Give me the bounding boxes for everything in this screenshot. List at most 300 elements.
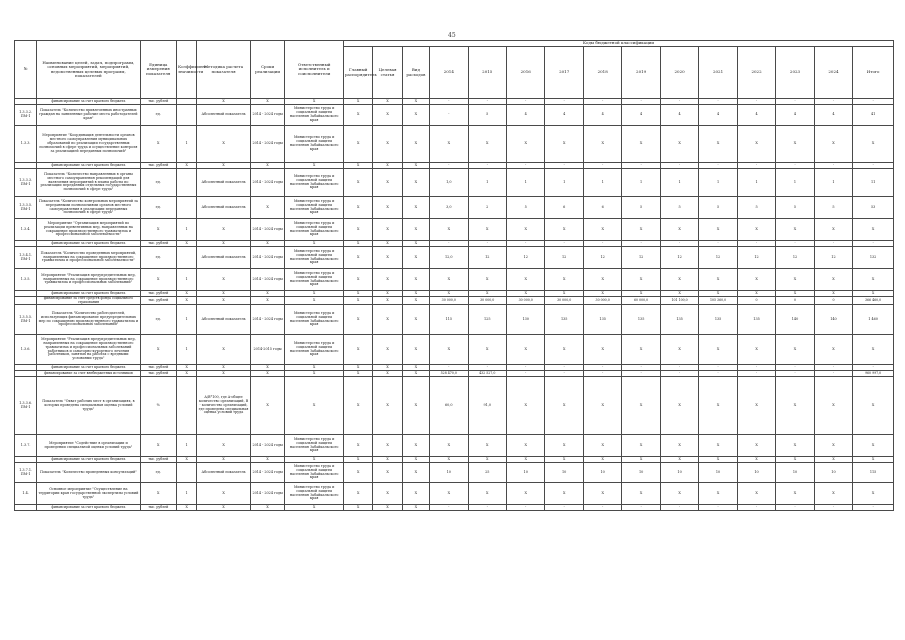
row-year-value: - <box>430 105 468 126</box>
row-year-value: X <box>583 219 621 241</box>
row-name: Показатель "Охват рабочих мест в организациях, в которых проведена специальная оценка условий труда" <box>37 377 140 435</box>
row-year-value: 6 <box>583 197 621 219</box>
row-year-value: 12 <box>583 247 621 269</box>
col-year: 2019 <box>622 47 660 99</box>
row-year-value: X <box>776 435 814 457</box>
row-year-value: - <box>506 99 544 105</box>
row-term: X <box>250 377 284 435</box>
row-year-value: X <box>506 377 544 435</box>
row-cs: X <box>373 371 402 377</box>
row-vr: X <box>402 126 429 163</box>
row-name: Показатель "Количество проведенных консультаций" <box>37 463 140 483</box>
row-year-value: X <box>699 435 737 457</box>
row-year-value: X <box>699 335 737 365</box>
row-total: - <box>853 99 894 105</box>
row-coef: 1 <box>176 269 196 291</box>
row-year-value: - <box>583 99 621 105</box>
row-year-value: 5 <box>506 197 544 219</box>
col-year: 2022 <box>737 47 775 99</box>
row-name: финансирование за счет краевого бюджета <box>37 457 140 463</box>
row-year-value: X <box>814 435 852 457</box>
row-year-value: - <box>506 241 544 247</box>
row-gr: X <box>344 365 373 371</box>
row-coef: X <box>176 457 196 463</box>
row-year-value: 1 <box>583 169 621 197</box>
row-year-value: X <box>699 457 737 463</box>
row-year-value: 12 <box>468 247 506 269</box>
row-year-value: - <box>545 99 583 105</box>
row-year-value: X <box>622 457 660 463</box>
row-year-value: 4 <box>545 105 583 126</box>
row-year-value: X <box>660 483 698 505</box>
row-year-value: X <box>545 335 583 365</box>
row-vr: X <box>402 483 429 505</box>
row-year-value: 4 <box>583 105 621 126</box>
row-gr: X <box>344 169 373 197</box>
row-year-value: X <box>814 483 852 505</box>
row-term: X <box>250 505 284 511</box>
row-year-value: X <box>506 291 544 297</box>
row-year-value: X <box>583 483 621 505</box>
row-name: Мероприятие "Содействие в организации и проведении специальной оценки условий труда" <box>37 435 140 457</box>
row-term: 2014 - 2024 годы <box>250 126 284 163</box>
row-year-value: - <box>776 365 814 371</box>
row-year-value: - <box>622 505 660 511</box>
col-year: 2024 <box>814 47 852 99</box>
table-header <box>15 41 894 99</box>
row-resp: Министерство труда и социальной защиты населения Забайкальского края <box>285 126 344 163</box>
row-resp: Министерство труда и социальной защиты населения Забайкальского края <box>285 483 344 505</box>
col-year: 2016 <box>506 47 544 99</box>
row-name: финансирование за счет внебюджетных источников <box>37 371 140 377</box>
row-year-value: X <box>622 435 660 457</box>
row-year-value: X <box>506 335 544 365</box>
row-year-value: 115 <box>430 305 468 335</box>
row-year-value: 12,0 <box>430 247 468 269</box>
row-year-value: X <box>430 269 468 291</box>
row-year-value: X <box>583 377 621 435</box>
row-coef: 1 <box>176 335 196 365</box>
row-resp: Министерство труда и социальной защиты населения Забайкальского края <box>285 169 344 197</box>
row-term: X <box>250 365 284 371</box>
row-cs: X <box>373 335 402 365</box>
row-gr: X <box>344 305 373 335</box>
row-gr: X <box>344 457 373 463</box>
row-year-value: 10 <box>776 463 814 483</box>
row-year-value: X <box>468 219 506 241</box>
row-gr: X <box>344 371 373 377</box>
row-number: 1.3.6. <box>15 335 37 365</box>
row-vr: X <box>402 463 429 483</box>
row-year-value: - <box>737 505 775 511</box>
row-year-value: X <box>506 126 544 163</box>
row-year-value: - <box>545 241 583 247</box>
row-year-value: 10 <box>660 463 698 483</box>
row-gr: X <box>344 483 373 505</box>
row-year-value: 1 <box>506 169 544 197</box>
row-year-value: X <box>776 335 814 365</box>
row-name: финансирование за счет краевого бюджета <box>37 291 140 297</box>
row-term: 2014 - 2024 годы <box>250 247 284 269</box>
row-total: 11 <box>853 169 894 197</box>
row-year-value: 12 <box>737 247 775 269</box>
row-year-value: X <box>776 219 814 241</box>
row-year-value: X <box>737 335 775 365</box>
row-method: Абсолютный показатель <box>197 105 251 126</box>
row-year-value: 60,0 <box>430 377 468 435</box>
row-year-value: X <box>660 219 698 241</box>
row-method: X <box>197 219 251 241</box>
row-number: 1.3.3.5. ПМ-1 <box>15 197 37 219</box>
table-row <box>15 297 894 305</box>
row-resp: X <box>285 241 344 247</box>
row-coef: 1 <box>176 435 196 457</box>
row-year-value: - <box>622 365 660 371</box>
row-year-value: 528 470,0 <box>430 371 468 377</box>
row-year-value: X <box>622 219 660 241</box>
row-year-value: - <box>660 365 698 371</box>
row-number: 1.4. <box>15 483 37 505</box>
row-resp: X <box>285 297 344 305</box>
col-term: Сроки реализации <box>250 41 284 99</box>
row-vr: X <box>402 197 429 219</box>
row-vr: X <box>402 269 429 291</box>
row-gr: X <box>344 269 373 291</box>
row-unit: тыс. рублей <box>140 505 176 511</box>
row-method: X <box>197 457 251 463</box>
row-unit: тыс. рублей <box>140 297 176 305</box>
row-gr: X <box>344 247 373 269</box>
row-year-value: 4 <box>506 105 544 126</box>
row-year-value: X <box>583 291 621 297</box>
row-method: X <box>197 297 251 305</box>
row-unit: тыс. рублей <box>140 99 176 105</box>
row-cs: X <box>373 463 402 483</box>
table-row <box>15 197 894 219</box>
row-total: 41 <box>853 105 894 126</box>
row-gr: X <box>344 291 373 297</box>
row-cs: X <box>373 457 402 463</box>
row-year-value: 1 <box>622 169 660 197</box>
row-year-value: 105 360,0 <box>699 297 737 305</box>
row-year-value: 5 <box>776 197 814 219</box>
row-year-value: 1 <box>737 169 775 197</box>
row-unit: тыс. рублей <box>140 241 176 247</box>
row-year-value: X <box>660 377 698 435</box>
row-method: Абсолютный показатель <box>197 247 251 269</box>
row-year-value: 12 <box>506 247 544 269</box>
row-year-value: 5 <box>468 105 506 126</box>
row-year-value: - <box>583 365 621 371</box>
row-vr: X <box>402 241 429 247</box>
program-table <box>14 40 894 511</box>
row-cs: X <box>373 291 402 297</box>
row-year-value: X <box>545 269 583 291</box>
row-year-value: 10 <box>699 463 737 483</box>
row-unit: тыс. рублей <box>140 371 176 377</box>
table-row <box>15 435 894 457</box>
row-term: X <box>250 291 284 297</box>
row-coef: X <box>176 297 196 305</box>
row-unit: % <box>140 377 176 435</box>
row-year-value: 125 <box>468 305 506 335</box>
row-year-value: X <box>699 219 737 241</box>
row-year-value: - <box>776 241 814 247</box>
row-vr: X <box>402 365 429 371</box>
row-total: 132 <box>853 247 894 269</box>
row-year-value: X <box>660 269 698 291</box>
row-year-value: X <box>776 483 814 505</box>
row-term: X <box>250 457 284 463</box>
row-year-value: - <box>814 505 852 511</box>
row-year-value: 30 000,0 <box>506 297 544 305</box>
row-gr: X <box>344 219 373 241</box>
row-year-value: X <box>622 483 660 505</box>
row-method: X <box>197 505 251 511</box>
row-year-value: X <box>468 483 506 505</box>
col-year: 2023 <box>776 47 814 99</box>
col-year: 2021 <box>699 47 737 99</box>
row-year-value: 1 <box>660 169 698 197</box>
row-cs: X <box>373 241 402 247</box>
row-cs: X <box>373 197 402 219</box>
col-budget-codes: Коды бюджетной классификации <box>344 41 894 47</box>
row-number: 1.3.3.6. ПМ-1 <box>15 377 37 435</box>
row-method: X <box>197 365 251 371</box>
row-unit: тыс. рублей <box>140 365 176 371</box>
row-year-value: 1 <box>814 169 852 197</box>
col-year: 2017 <box>545 47 583 99</box>
row-resp: X <box>285 163 344 169</box>
row-cs: X <box>373 365 402 371</box>
row-vr: X <box>402 371 429 377</box>
row-year-value: - <box>660 241 698 247</box>
row-year-value: X <box>737 291 775 297</box>
table-row <box>15 126 894 163</box>
table-row <box>15 169 894 197</box>
row-unit: X <box>140 483 176 505</box>
row-year-value: X <box>737 269 775 291</box>
row-name: финансирование за счет средств фонда социального страхования <box>37 297 140 305</box>
row-unit: ед. <box>140 197 176 219</box>
row-year-value: X <box>699 126 737 163</box>
row-method: Абсолютный показатель <box>197 197 251 219</box>
table-row <box>15 269 894 291</box>
row-year-value: X <box>430 483 468 505</box>
row-term: X <box>250 197 284 219</box>
row-vr: X <box>402 297 429 305</box>
row-method: X <box>197 435 251 457</box>
row-method: X <box>197 163 251 169</box>
row-year-value: - <box>468 365 506 371</box>
row-name: Показатель "Количество проведенных мероприятий, направленных на сокращение производственного травматизма и профессиональной заболеваемости" <box>37 247 140 269</box>
row-coef <box>176 377 196 435</box>
row-total: - <box>853 365 894 371</box>
row-year-value: 10 <box>622 463 660 483</box>
row-year-value: - <box>583 371 621 377</box>
row-year-value: - <box>430 241 468 247</box>
row-year-value: - <box>660 505 698 511</box>
row-year-value: - <box>506 365 544 371</box>
col-name: Наименование целей, задач, подпрограмм, основных мероприятий, мероприятий, ведомственных целевых программ, показателей <box>37 41 140 99</box>
row-year-value: X <box>583 335 621 365</box>
row-year-value: 5 <box>814 197 852 219</box>
row-year-value: X <box>545 291 583 297</box>
row-year-value: - <box>622 163 660 169</box>
row-total: 1 460 <box>853 305 894 335</box>
row-name: Мероприятие "Координация деятельности органов местного самоуправления муниципальных образований по реализации государственных полномочий в сфере труда и осуществление контроля за реализацией переданных полномочий" <box>37 126 140 163</box>
row-year-value: 432 527,0 <box>468 371 506 377</box>
table-row <box>15 505 894 511</box>
row-gr: X <box>344 126 373 163</box>
row-method: X <box>197 99 251 105</box>
row-gr: X <box>344 105 373 126</box>
row-number: 1.3.3.2. ПМ-1 <box>15 105 37 126</box>
row-resp: Министерство труда и социальной защиты населения Забайкальского края <box>285 269 344 291</box>
row-year-value: X <box>506 219 544 241</box>
row-gr: X <box>344 505 373 511</box>
row-resp: X <box>285 371 344 377</box>
row-method: X <box>197 269 251 291</box>
row-year-value: 0 <box>737 297 775 305</box>
row-cs: X <box>373 269 402 291</box>
table-row <box>15 483 894 505</box>
row-year-value: - <box>737 99 775 105</box>
row-year-value: X <box>430 126 468 163</box>
row-vr: X <box>402 457 429 463</box>
table-row <box>15 247 894 269</box>
row-year-value: - <box>814 241 852 247</box>
row-gr: X <box>344 241 373 247</box>
row-name: Показатель "Количество контрольных мероприятий за переданными полномочиями органов местного самоуправления в реализации переданных полномочий в сфере труда" <box>37 197 140 219</box>
row-number <box>15 505 37 511</box>
row-resp: Министерство труда и социальной защиты населения Забайкальского края <box>285 335 344 365</box>
row-name: финансирование за счет краевого бюджета <box>37 241 140 247</box>
row-year-value: X <box>776 291 814 297</box>
row-year-value: 140 <box>814 305 852 335</box>
table-row <box>15 305 894 335</box>
row-year-value: - <box>545 163 583 169</box>
row-total: 115 <box>853 463 894 483</box>
col-total: Итого <box>853 47 894 99</box>
page-number: 45 <box>448 32 456 39</box>
row-year-value: X <box>545 219 583 241</box>
row-resp: Министерство труда и социальной защиты населения Забайкальского края <box>285 305 344 335</box>
row-method: X <box>197 291 251 297</box>
row-coef: 1 <box>176 483 196 505</box>
col-unit: Единица измерения показателя <box>140 41 176 99</box>
row-year-value: - <box>699 99 737 105</box>
row-year-value: X <box>545 483 583 505</box>
row-name: Мероприятие "Реализация предупредительных мер, направленных на сокращение производственного травматизма и профессиональных заболеваний" <box>37 269 140 291</box>
row-vr: X <box>402 305 429 335</box>
row-year-value: - <box>468 99 506 105</box>
row-resp: Министерство труда и социальной защиты населения Забайкальского края <box>285 105 344 126</box>
table-row <box>15 105 894 126</box>
row-year-value: - <box>583 241 621 247</box>
row-total: X <box>853 377 894 435</box>
row-year-value: 10 <box>430 463 468 483</box>
row-year-value: - <box>506 371 544 377</box>
row-number: 1.3.4.1. ПМ-1 <box>15 247 37 269</box>
row-year-value: X <box>583 457 621 463</box>
row-year-value: X <box>814 377 852 435</box>
table-row <box>15 219 894 241</box>
row-year-value: X <box>545 126 583 163</box>
row-year-value: 4 <box>660 105 698 126</box>
row-year-value: X <box>622 377 660 435</box>
row-year-value: 135 <box>660 305 698 335</box>
row-vr: X <box>402 163 429 169</box>
row-year-value: 10 <box>545 463 583 483</box>
row-year-value: X <box>814 269 852 291</box>
row-vr: X <box>402 291 429 297</box>
row-total: X <box>853 269 894 291</box>
row-cs: X <box>373 163 402 169</box>
row-year-value: - <box>776 505 814 511</box>
row-year-value: X <box>506 457 544 463</box>
row-year-value: X <box>583 269 621 291</box>
row-year-value: 12 <box>622 247 660 269</box>
row-coef <box>176 197 196 219</box>
row-method: A/B*100, где A-общее количество организаций, B - количество организаций, где проведена специальная оценка условий труда <box>197 377 251 435</box>
row-year-value: 12 <box>776 247 814 269</box>
row-unit: ед. <box>140 247 176 269</box>
row-year-value: - <box>506 163 544 169</box>
row-name: финансирование за счет краевого бюджета <box>37 99 140 105</box>
row-year-value: 4 <box>776 105 814 126</box>
row-resp: X <box>285 291 344 297</box>
row-year-value: 12 <box>699 247 737 269</box>
row-unit: X <box>140 435 176 457</box>
row-name: Основное мероприятие "Осуществление на территории края государственной экспертизы условий труда" <box>37 483 140 505</box>
row-year-value: 30 000,0 <box>545 297 583 305</box>
row-year-value: - <box>622 99 660 105</box>
row-method: Абсолютный показатель <box>197 305 251 335</box>
row-term: 2014-2015 годы <box>250 335 284 365</box>
row-year-value: 30 000,0 <box>430 297 468 305</box>
row-term: X <box>250 241 284 247</box>
row-cs: X <box>373 247 402 269</box>
row-year-value: 3,0 <box>430 197 468 219</box>
row-year-value: - <box>545 505 583 511</box>
row-year-value: - <box>776 163 814 169</box>
row-cs: X <box>373 505 402 511</box>
row-unit: X <box>140 219 176 241</box>
row-year-value: 135 <box>737 305 775 335</box>
row-year-value: - <box>737 163 775 169</box>
row-coef: 1 <box>176 126 196 163</box>
row-unit: ед. <box>140 305 176 335</box>
table-body <box>15 99 894 511</box>
row-coef: X <box>176 505 196 511</box>
row-name: Показатель "Количество работодателей, использующих финансирование предупредительных мер по сокращению производственного травматизма и профессиональных заболеваний" <box>37 305 140 335</box>
row-resp: Министерство труда и социальной защиты населения Забайкальского края <box>285 247 344 269</box>
row-year-value: - <box>622 241 660 247</box>
row-year-value: X <box>737 483 775 505</box>
row-term: 2014 - 2024 годы <box>250 269 284 291</box>
row-coef: X <box>176 241 196 247</box>
row-year-value: - <box>699 163 737 169</box>
row-coef: X <box>176 371 196 377</box>
row-gr: X <box>344 163 373 169</box>
row-cs: X <box>373 126 402 163</box>
row-total: - <box>853 163 894 169</box>
row-year-value: - <box>737 241 775 247</box>
row-year-value: 10 <box>506 463 544 483</box>
row-resp: X <box>285 99 344 105</box>
row-year-value: - <box>699 505 737 511</box>
